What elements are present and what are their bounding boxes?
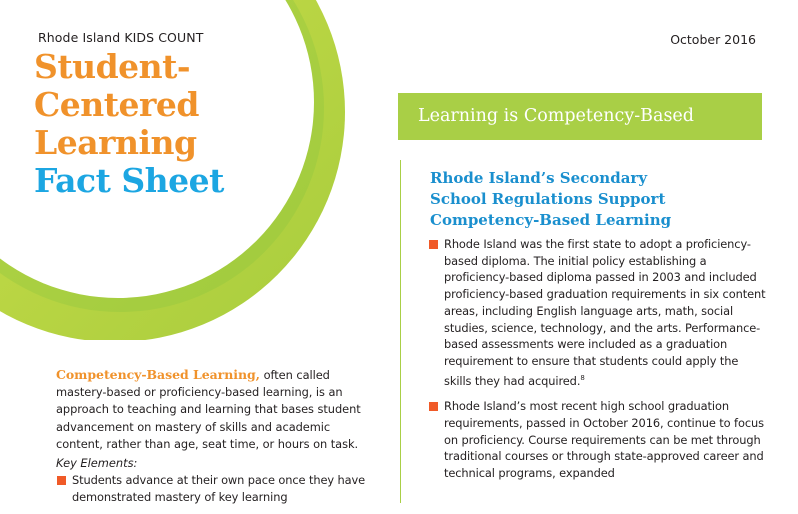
section-heading bbox=[430, 168, 671, 231]
title-line-4: Fact Sheet bbox=[34, 161, 224, 200]
publication-date: October 2016 bbox=[670, 32, 756, 47]
title-line-3: Learning bbox=[34, 123, 197, 162]
section-banner: Learning is Competency-Based bbox=[398, 93, 762, 140]
bullet-text: Students advance at their own pace once they have demonstrated mastery of key learning bbox=[72, 473, 366, 504]
bullet-square-icon bbox=[57, 476, 66, 485]
section-heading-line-1: Rhode Island’s Secondary bbox=[430, 169, 648, 187]
org-name: Rhode Island KIDS COUNT bbox=[38, 30, 204, 45]
title-line-2: Centered bbox=[34, 85, 199, 124]
bullet-square-icon bbox=[429, 240, 438, 249]
section-bullet-list bbox=[428, 236, 768, 491]
intro-paragraph bbox=[56, 366, 378, 453]
intro-text: often called mastery-based or proficiency-based learning, is an approach to teaching and learning that bases student advancement on mastery of skills and academic content, rather than age, seat time, or hours on task. bbox=[56, 368, 361, 451]
title-line-1: Student- bbox=[34, 47, 191, 86]
section-heading-line-2: School Regulations Support bbox=[430, 190, 666, 208]
section-heading-line-3: Competency-Based Learning bbox=[430, 211, 672, 229]
intro-term: Competency-Based Learning, bbox=[56, 367, 260, 382]
bullet-square-icon bbox=[429, 402, 438, 411]
bullet-item bbox=[428, 398, 768, 482]
key-elements-label: Key Elements: bbox=[56, 456, 138, 470]
bullet-item bbox=[428, 236, 768, 389]
column-divider bbox=[400, 160, 401, 503]
bullet-item bbox=[56, 472, 378, 505]
key-elements-list bbox=[56, 472, 378, 514]
bullet-text: Rhode Island’s most recent high school graduation requirements, passed in October 2016, continue to focus on proficiency. Course requirements can be met through traditional courses or through state-approved career and technical programs, expanded bbox=[444, 399, 764, 480]
bullet-text: Rhode Island was the first state to adopt a proficiency-based diploma. The initial policy establishing a proficiency-based diploma passed in 2003 and included proficiency-based graduation requirements in six content areas, including English language arts, math, social studies, science, technology, and the arts. Performance-based assessments were included as a graduation requirement to ensure that students could apply the skills they had acquired. bbox=[444, 237, 766, 388]
footnote-marker: 8 bbox=[580, 373, 585, 382]
page-title bbox=[34, 48, 224, 200]
